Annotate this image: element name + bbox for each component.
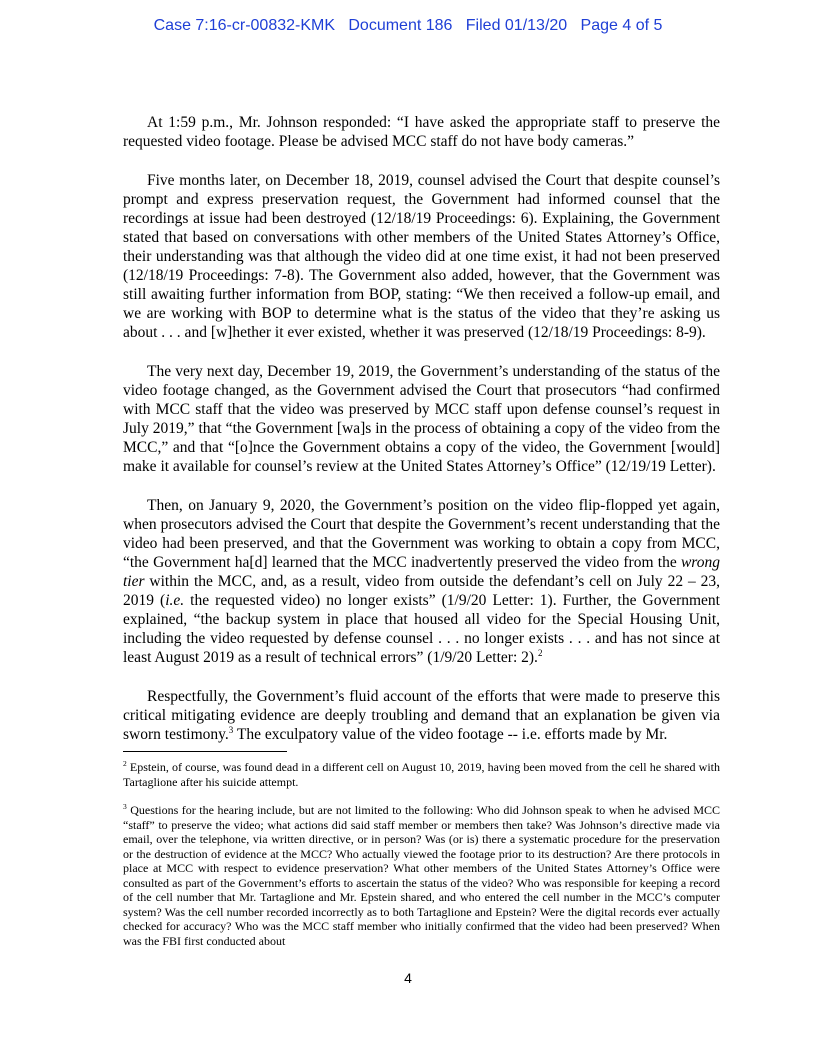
page-number: 4	[404, 970, 412, 986]
paragraph-4-part-c: the requested video) no longer exists” (1/9/20 Letter: 1). Further, the Government explained, “the backup system in place that housed all video for the Special Housing Unit, including the video requested by defense counsel . . . no longer exists . . . and has not since at least August 2019 as a result of technical errors” (1/9/20 Letter: 2).	[123, 592, 720, 666]
emphasis-ie: i.e.	[165, 592, 185, 609]
page-of-pages: Page 4 of 5	[580, 17, 663, 34]
paragraph-3: The very next day, December 19, 2019, the Government’s understanding of the status of the video footage changed, as the Government advised the Court that prosecutors “had confirmed with MCC staff that the video was preserved by MCC staff upon defense counsel’s request in July 2019,” that “the Government [wa]s in the process of obtaining a copy of the video from the MCC,” and that “[o]nce the Government obtains a copy of the video, the Government [would] make it available for counsel’s review at the United States Attorney’s Office” (12/19/19 Letter).	[123, 363, 720, 475]
emphasis-wrong-tier: wrong tier	[123, 554, 720, 590]
body-text	[123, 113, 720, 744]
footnote-2-text: Epstein, of course, was found dead in a different cell on August 10, 2019, having been moved from the cell he shared with Tartaglione after his suicide attempt.	[123, 760, 720, 789]
paragraph-4-part-b: within the MCC, and, as a result, video from outside the defendant’s cell on July 22 – 23, 2019 (	[123, 573, 720, 609]
paragraph-4-part-a: Then, on January 9, 2020, the Government’s position on the video flip-flopped yet again, when prosecutors advised the Court that despite the Government’s recent understanding that the video had been preserved, and that the Government was working to obtain a copy from MCC, “the Government ha[d] learned that the MCC inadvertently preserved the video from the	[123, 497, 720, 571]
footnote-3-number: 3	[123, 802, 127, 811]
footnote-3	[123, 803, 720, 948]
footnote-ref-2[interactable]: 2	[537, 647, 543, 658]
case-number: Case 7:16-cr-00832-KMK	[153, 17, 336, 34]
footnote-3-text: Questions for the hearing include, but are not limited to the following: Who did Johnson speak to when he advised MCC “staff” to preserve the video; what actions did said staff member or members then take? Was Johnson’s directive made via email, over the telephone, via written directive, or in person? Was (or is) there a systematic procedure for the preservation or the destruction of evidence at the MCC? Who actually viewed the footage prior to its destruction? Are there protocols in place at MCC with respect to evidence preservation? What other members of the United States Attorney’s Office were consulted as part of the Government’s efforts to ascertain the status of the video? Who was responsible for keeping a record of the cell number that Mr. Tartaglione and Mr. Epstein shared, and who entered the cell number in the MCC’s computer system? Was the cell number recorded incorrectly as to both Tartaglione and Epstein? Were the digital records ever actually checked for accuracy? Who was the MCC staff member who initially confirmed that the video had been preserved? When was the FBI first conducted about	[123, 803, 720, 948]
paragraph-5-part-b: The exculpatory value of the video footage -- i.e. efforts made by Mr.	[233, 726, 668, 743]
footnote-2-number: 2	[123, 759, 127, 768]
paragraph-2: Five months later, on December 18, 2019, counsel advised the Court that despite counsel’s prompt and express preservation request, the Government had informed counsel that the recordings at issue had been destroyed (12/18/19 Proceedings: 6). Explaining, the Government stated that based on conversations with other members of the United States Attorney’s Office, their understanding was that although the video did at one time exist, it had not been preserved (12/18/19 Proceedings: 7-8). The Government also added, however, that the Government was still awaiting further information from BOP, stating: “We then received a follow-up email, and we are working with BOP to determine what is the status of the video that they’re asking us about . . . and [w]hether it ever existed, whether it was preserved (12/18/19 Proceedings: 8-9).	[123, 172, 720, 341]
paragraph-5	[123, 687, 720, 744]
footnotes	[123, 760, 720, 962]
footnote-divider	[123, 751, 287, 752]
footnote-2	[123, 760, 720, 789]
paragraph-5-part-a: Respectfully, the Government’s fluid account of the efforts that were made to preserve this critical mitigating evidence are deeply troubling and demand that an explanation be given via sworn testimony.	[123, 688, 720, 743]
paragraph-4	[123, 496, 720, 667]
paragraph-1: At 1:59 p.m., Mr. Johnson responded: “I have asked the appropriate staff to preserve the requested video footage. Please be advised MCC staff do not have body cameras.”	[123, 114, 720, 150]
document-number: Document 186	[348, 17, 453, 34]
footnote-ref-3[interactable]: 3	[228, 724, 234, 735]
ecf-header	[0, 17, 816, 35]
filed-date: Filed 01/13/20	[465, 17, 568, 34]
